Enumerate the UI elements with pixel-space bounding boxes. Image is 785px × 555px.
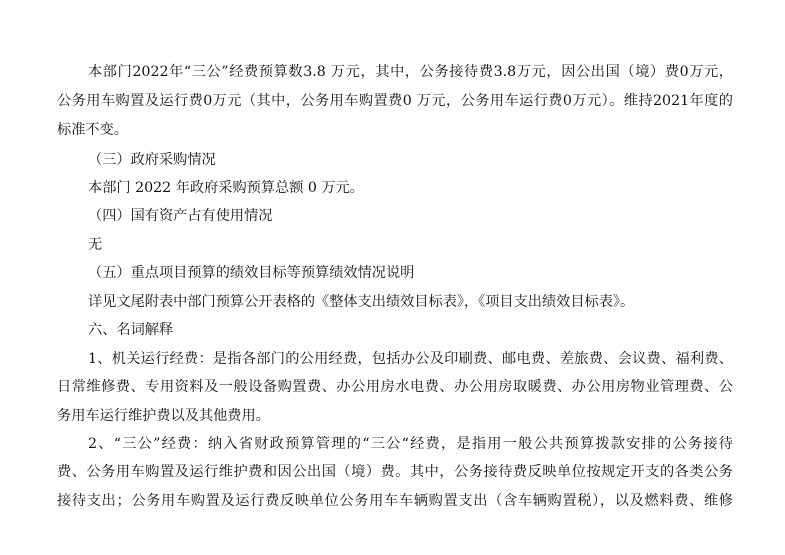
section-heading-performance: （五）重点项目预算的绩效目标等预算绩效情况说明: [88, 265, 415, 281]
paragraph-three-public-definition-line-3: 接待支出；公务用车购置及运行费反映单位公务用车车辆购置支出（含车辆购置税），以及燃料费、维修: [57, 493, 733, 509]
paragraph-three-public-line-1: 本部门2022年“三公”经费预算数3.8 万元，其中，公务接待费3.8万元，因公出国（境）费0万元，: [88, 64, 733, 80]
paragraph-three-public-line-3: 标准不变。: [57, 122, 128, 138]
paragraph-procurement: 本部门 2022 年政府采购预算总额 0 万元。: [88, 180, 364, 196]
paragraph-operating-costs-line-2: 日常维修费、专用资料及一般设备购置费、办公用房水电费、办公用房取暖费、办公用房物业管理费、公: [57, 379, 733, 395]
section-heading-procurement: （三）政府采购情况: [88, 152, 216, 168]
paragraph-three-public-line-2: 公务用车购置及运行费0万元（其中，公务用车购置费0 万元，公务用车运行费0万元）。维持2021年度的: [57, 93, 733, 109]
paragraph-operating-costs-line-3: 务用车运行维护费以及其他费用。: [57, 408, 270, 424]
paragraph-assets: 无: [88, 237, 103, 253]
paragraph-three-public-definition-line-2: 费、公务用车购置及运行维护费和因公出国（境）费。其中，公务接待费反映单位按规定开支的各类公务: [57, 464, 733, 480]
paragraph-three-public-definition-line-1: 2、“三公”经费：纳入省财政预算管理的“三公“经费，是指用一般公共预算拨款安排的公务接待: [88, 436, 733, 452]
paragraph-performance: 详见文尾附表中部门预算公开表格的《整体支出绩效目标表》，《项目支出绩效目标表》。: [88, 294, 635, 310]
section-heading-glossary: 六、名词解释: [88, 322, 174, 338]
section-heading-assets: （四）国有资产占有使用情况: [88, 208, 273, 224]
paragraph-operating-costs-line-1: 1、机关运行经费：是指各部门的公用经费，包括办公及印刷费、邮电费、差旅费、会议费、福利费、: [88, 351, 733, 367]
